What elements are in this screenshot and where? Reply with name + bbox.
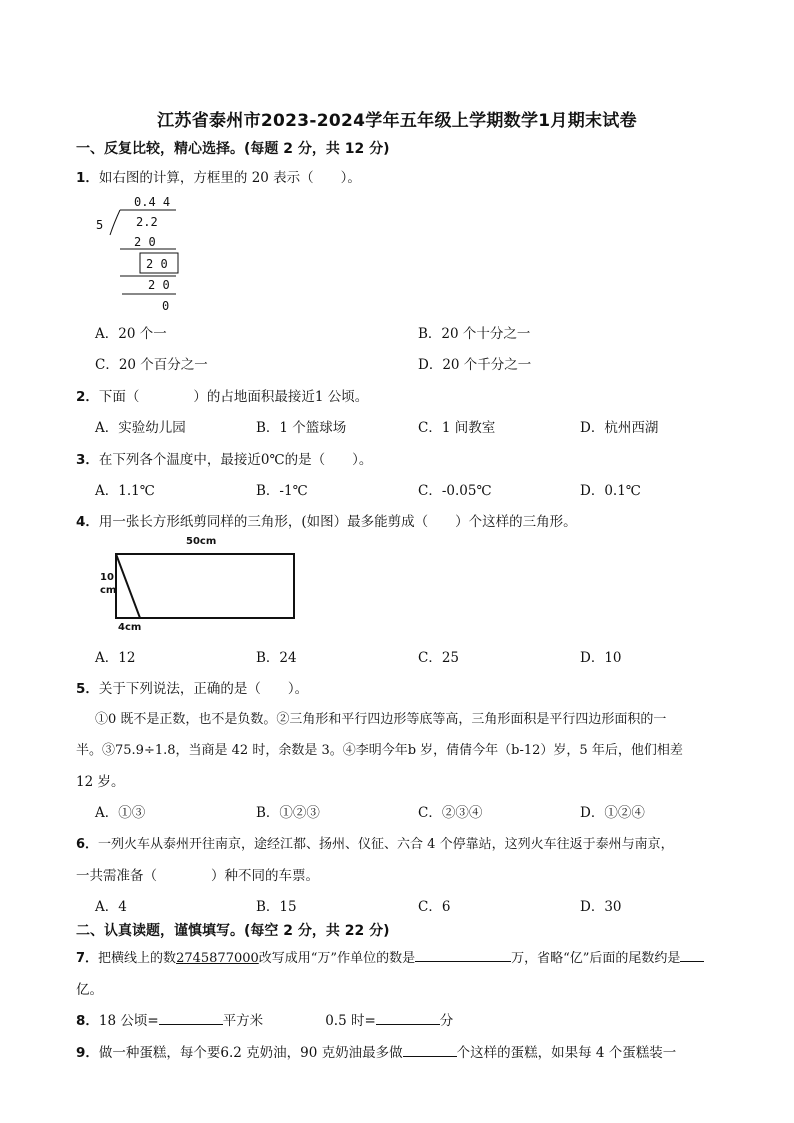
rectangle-drawing <box>96 536 306 636</box>
answer-blank[interactable] <box>376 1011 440 1025</box>
section-1-heading: 一、反复比较，精心选择。(每题 2 分，共 12 分) <box>76 141 390 157</box>
option-d[interactable]: D．0.1℃ <box>580 483 641 499</box>
question-text: 关于下列说法，正确的是（ ）。 <box>98 681 309 697</box>
question-number: 8． <box>76 1013 99 1029</box>
question-7 <box>76 947 704 966</box>
boxed-number: 2 0 <box>146 257 168 271</box>
option-b[interactable]: B．-1℃ <box>256 483 308 499</box>
question-text: 个这样的蛋糕，如果每 4 个蛋糕装一 <box>456 1045 677 1061</box>
option-b[interactable]: B．24 <box>256 650 297 666</box>
option-c[interactable]: C．6 <box>418 899 451 915</box>
quotient: 0.4 4 <box>134 195 171 209</box>
option-c[interactable]: C．②③④ <box>418 805 483 821</box>
question-text: 改写成用“万”作单位的数是 <box>258 951 416 966</box>
option-b[interactable]: B．15 <box>256 899 297 915</box>
question-number: 7． <box>76 951 99 966</box>
question-text: 18 公顷= <box>98 1013 159 1029</box>
rectangle-figure <box>96 536 306 636</box>
question-number: 1． <box>76 170 99 186</box>
question-number: 3． <box>76 452 99 468</box>
answer-blank[interactable] <box>403 1043 457 1057</box>
question-3 <box>76 448 372 468</box>
answer-blank[interactable] <box>415 948 511 962</box>
option-a[interactable]: A．①③ <box>95 805 146 821</box>
divisor: 5 <box>96 218 104 232</box>
base-label: 4cm <box>118 622 142 633</box>
answer-blank[interactable] <box>680 948 704 962</box>
question-8 <box>76 1009 453 1029</box>
division-lines <box>90 193 190 315</box>
question-text-line: 亿。 <box>76 982 103 998</box>
question-text: 用一张长方形纸剪同样的三角形，(如图）最多能剪成（ ）个这样的三角形。 <box>98 514 577 530</box>
answer-blank[interactable] <box>159 1011 223 1025</box>
option-d[interactable]: D．20 个千分之一 <box>418 357 532 373</box>
question-number: 5． <box>76 681 99 697</box>
height-label: 10 <box>100 572 114 583</box>
question-text: 下面（ ）的占地面积最接近1 公顷。 <box>98 389 369 405</box>
option-a[interactable]: A．12 <box>95 650 136 666</box>
option-b[interactable]: B．20 个十分之一 <box>418 326 531 342</box>
question-5 <box>76 677 308 697</box>
option-c[interactable]: C．25 <box>418 650 460 666</box>
question-text-line: 一共需准备（ ）种不同的车票。 <box>76 868 319 884</box>
option-c[interactable]: C．20 个百分之一 <box>95 357 208 373</box>
option-b[interactable]: B．①②③ <box>256 805 320 821</box>
question-text: 做一种蛋糕，每个要6.2 克奶油，90 克奶油最多做 <box>98 1045 403 1061</box>
page-title: 江苏省泰州市2023-2024学年五年级上学期数学1月期末试卷 <box>157 111 637 131</box>
height-unit: cm <box>100 585 117 596</box>
division-row: 2 0 <box>134 235 156 249</box>
option-c[interactable]: C．1 间教室 <box>418 420 496 436</box>
option-d[interactable]: D．30 <box>580 899 622 915</box>
question-4 <box>76 510 577 530</box>
statement-line: ①0 既不是正数，也不是负数。②三角形和平行四边形等底等高，三角形面积是平行四边形面积的一 <box>95 712 667 727</box>
option-a[interactable]: A．1.1℃ <box>95 483 155 499</box>
question-number: 9． <box>76 1045 99 1061</box>
question-2 <box>76 385 368 405</box>
dividend: 2.2 <box>136 215 158 229</box>
option-a[interactable]: A．20 个一 <box>95 326 167 342</box>
long-division-figure <box>90 193 190 315</box>
option-d[interactable]: D．10 <box>580 650 622 666</box>
option-c[interactable]: C．-0.05℃ <box>418 483 492 499</box>
option-d[interactable]: D．①②④ <box>580 805 645 821</box>
question-9 <box>76 1041 676 1061</box>
width-label: 50cm <box>186 536 217 547</box>
question-text: 如右图的计算，方框里的 20 表示（ ）。 <box>98 170 361 186</box>
question-1 <box>76 166 361 186</box>
question-number: 6． <box>76 837 99 852</box>
division-row: 2 0 <box>148 278 170 292</box>
option-a[interactable]: A．实验幼儿园 <box>95 420 186 436</box>
remainder: 0 <box>162 299 170 313</box>
underlined-number: 2745877000 <box>176 951 259 966</box>
question-number: 2． <box>76 389 99 405</box>
statement-line: 12 岁。 <box>76 774 125 790</box>
section-2-heading: 二、认真读题，谨慎填写。(每空 2 分，共 22 分) <box>76 923 390 939</box>
option-b[interactable]: B．1 个篮球场 <box>256 420 347 436</box>
option-d[interactable]: D．杭州西湖 <box>580 420 659 436</box>
question-text: 在下列各个温度中，最接近0℃的是（ ）。 <box>98 452 373 468</box>
question-text: 0.5 时= <box>325 1013 376 1029</box>
question-text: 万，省略“亿”后面的尾数约是 <box>511 951 681 966</box>
question-6 <box>76 833 674 852</box>
question-number: 4． <box>76 514 99 530</box>
option-a[interactable]: A．4 <box>95 899 127 915</box>
question-text: 分 <box>439 1013 454 1029</box>
question-text: 把横线上的数 <box>98 951 177 966</box>
question-text: 一列火车从泰州开往南京，途经江都、扬州、仪征、六合 4 个停靠站，这列火车往返于泰州与南京， <box>98 837 674 852</box>
statement-line: 半。③75.9÷1.8，当商是 42 时，余数是 3。④李明今年b 岁，倩倩今年（b-12）岁，5 年后，他们相差 <box>76 743 683 758</box>
question-text: 平方米 <box>222 1013 264 1029</box>
